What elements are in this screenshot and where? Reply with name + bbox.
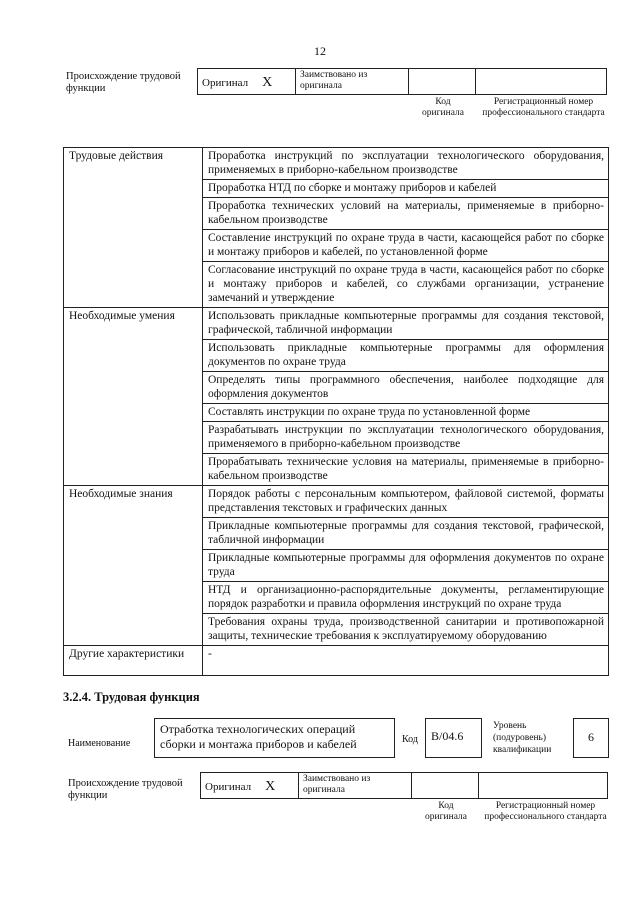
original-mark-2: X <box>265 779 276 794</box>
table-cell: Требования охраны труда, производственной санитарии и противопожарной защиты, технические требования к эксплуатируемому оборудованию <box>203 614 609 646</box>
table-cell: Проработка инструкций по эксплуатации технологического оборудования, применяемых в приборно-кабельном производстве <box>203 148 609 180</box>
table-cell: Использовать прикладные компьютерные программы для создания текстовой, графической, табличной информации <box>203 308 609 340</box>
table-cell: НТД и организационно-распорядительные документы, регламентирующие порядок разработки и правила оформления инструкций по охране труда <box>203 582 609 614</box>
code-label: Код <box>402 734 418 745</box>
original-label-2: Оригинал <box>205 781 252 793</box>
origin-label-2: Происхождение трудовой функции <box>68 778 183 801</box>
reg-number-caption: Регистрационный номер профессионального стандарта <box>482 97 605 118</box>
page-number: 12 <box>314 44 326 58</box>
reg-number-cell-2 <box>479 773 608 799</box>
original-cell-2 <box>201 773 299 799</box>
table-cell: Составление инструкций по охране труда в части, касающейся работ по сборке и монтажу приборов и кабелей, по установленной форме <box>203 230 609 262</box>
level-field: 6 <box>573 718 609 758</box>
original-label: Оригинал <box>202 77 249 89</box>
table-row <box>64 646 609 676</box>
table-row <box>64 148 609 180</box>
row-header: Трудовые действия <box>64 148 203 308</box>
reg-number-caption-2: Регистрационный номер профессионального стандарта <box>484 801 607 822</box>
borrowed-cell-2: Заимствовано из оригинала <box>299 773 412 799</box>
name-label: Наименование <box>68 738 131 749</box>
code-original-caption-2: Код оригинала <box>425 801 467 822</box>
table-cell: Прорабатывать технические условия на материалы, применяемые в приборно-кабельном производстве <box>203 454 609 486</box>
table-row <box>64 308 609 340</box>
origin-table <box>197 68 607 95</box>
code-original-caption: Код оригинала <box>422 97 464 118</box>
reg-number-cell <box>476 69 607 95</box>
table-cell: Использовать прикладные компьютерные программы для оформления документов по охране труда <box>203 340 609 372</box>
table-cell: Прикладные компьютерные программы для оформления документов по охране труда <box>203 550 609 582</box>
row-header: Другие характеристики <box>64 646 203 676</box>
labor-functions-table <box>63 147 609 676</box>
table-cell: Составлять инструкции по охране труда по установленной форме <box>203 404 609 422</box>
table-cell: Порядок работы с персональным компьютером, файловой системой, форматы представления текстовых и графических данных <box>203 486 609 518</box>
origin-label: Происхождение трудовой функции <box>66 71 181 94</box>
table-cell: Разрабатывать инструкции по эксплуатации технологического оборудования, применяемого в приборно-кабельном производстве <box>203 422 609 454</box>
function-name-field: Отработка технологических операций сборки и монтажа приборов и кабелей <box>154 718 395 758</box>
code-field: B/04.6 <box>425 718 482 758</box>
table-cell: Определять типы программного обеспечения, наиболее подходящие для оформления документов <box>203 372 609 404</box>
origin-table-2 <box>200 772 608 799</box>
section-title: 3.2.4. Трудовая функция <box>63 690 200 704</box>
borrowed-cell: Заимствовано из оригинала <box>296 69 409 95</box>
table-cell: Прикладные компьютерные программы для создания текстовой, графической, табличной информации <box>203 518 609 550</box>
row-header: Необходимые умения <box>64 308 203 486</box>
code-original-cell-2 <box>412 773 479 799</box>
level-label: Уровень (подуровень) квалификации <box>493 721 552 755</box>
table-cell: Проработка НТД по сборке и монтажу приборов и кабелей <box>203 180 609 198</box>
table-cell: - <box>203 646 609 676</box>
original-mark: X <box>262 75 273 90</box>
table-cell: Согласование инструкций по охране труда в части, касающейся работ по сборке и монтажу приборов и кабелей, со службами организации, устранение замечаний и утверждение <box>203 262 609 308</box>
row-header: Необходимые знания <box>64 486 203 646</box>
original-cell <box>198 69 296 95</box>
table-cell: Проработка технических условий на материалы, применяемые в приборно-кабельном производстве <box>203 198 609 230</box>
code-original-cell <box>409 69 476 95</box>
table-row <box>64 486 609 518</box>
